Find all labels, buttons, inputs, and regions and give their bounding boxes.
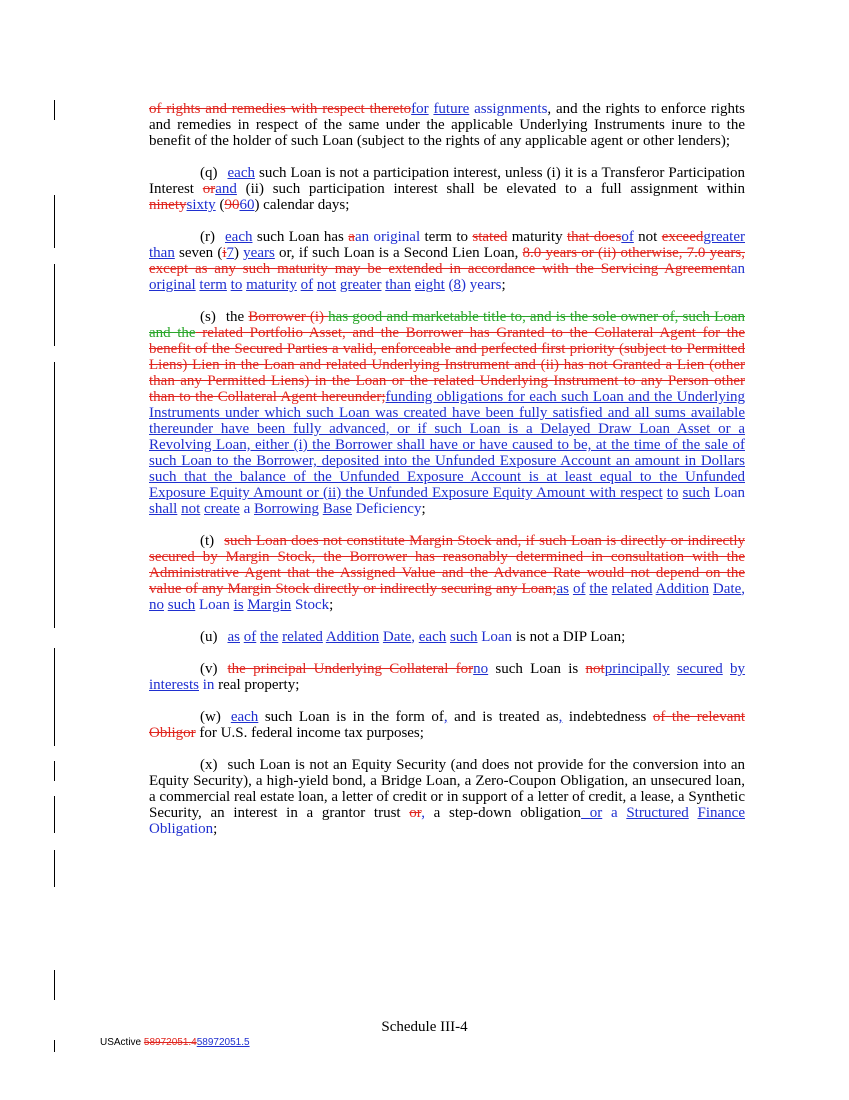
inserted-text-underlined: of bbox=[572, 581, 586, 597]
deleted-text: 8.0 years or (ii) otherwise, 7.0 years, except as any such maturity may be extended in accordance with the Servicing Agreement bbox=[149, 245, 745, 277]
inserted-text-underlined: , bbox=[421, 805, 425, 821]
paragraph-label: (u) bbox=[200, 629, 218, 645]
inserted-text-underlined: related bbox=[282, 629, 323, 645]
deleted-text: such Loan does not constitute Margin Stock and, if such Loan is directly or indirectly secured by Margin Stock, the Borrower has reasonably determined in consultation with the Administrative Agent that the Assigned Value and the Advance Rate would not depend on the value of any Margin Stock directly or indirectly securing any Loan; bbox=[149, 533, 745, 597]
inserted-text-underlined: , bbox=[558, 709, 563, 725]
paragraph-text: seven ( bbox=[174, 245, 223, 261]
deleted-text: or bbox=[202, 181, 216, 197]
inserted-text-underlined: greater bbox=[703, 229, 745, 245]
paragraph-text: ( bbox=[215, 197, 225, 213]
paragraph-text: ) bbox=[234, 245, 244, 261]
document-id-deleted: 58972051.4 bbox=[143, 1037, 197, 1048]
paragraph-text: such Loan has bbox=[252, 229, 349, 245]
inserted-text-underlined: 8 bbox=[453, 277, 462, 293]
paragraph-u bbox=[149, 629, 745, 645]
inserted-text-underlined: for bbox=[411, 101, 429, 117]
paragraph-text: ; bbox=[329, 597, 334, 613]
inserted-text-underlined: Borrowing bbox=[253, 501, 319, 517]
inserted-text-underlined: no bbox=[149, 597, 164, 613]
paragraph-text: not bbox=[633, 229, 662, 245]
paragraph-label: (x) bbox=[200, 757, 218, 773]
inserted-text-underlined: maturity bbox=[246, 277, 297, 293]
inserted-text-underlined: Base bbox=[322, 501, 352, 517]
paragraph-text: and is treated as bbox=[447, 709, 559, 725]
inserted-text-underlined: interests bbox=[149, 677, 199, 693]
paragraph-label: (v) bbox=[200, 661, 218, 677]
inserted-text-underlined: such bbox=[167, 597, 196, 613]
inserted-text-underlined: years bbox=[243, 245, 275, 261]
deleted-text: not bbox=[585, 661, 605, 677]
inserted-text-underlined: as bbox=[227, 629, 240, 645]
deleted-text: of rights and remedies with respect thereto bbox=[149, 101, 412, 117]
inserted-text-underlined: original bbox=[149, 277, 196, 293]
document-id bbox=[100, 1037, 250, 1048]
paragraph-text: a step-down obligation bbox=[424, 805, 582, 821]
inserted-text-underlined: sixty bbox=[186, 197, 216, 213]
change-bar bbox=[54, 648, 55, 746]
deleted-text: 90 bbox=[224, 197, 240, 213]
inserted-text-underlined: funding obligations for each such Loan and the Underlying Instruments under which such Loan was created have been fully satisfied and all sums available thereunder have been fully advanced, or if such Loan is a Delayed Draw Loan Asset or a Revolving Loan, either (i) the Borrower shall have or have caused to be, at the time of the sale of such Loan to the Borrower, deposited into the Unfunded Exposure Account an amount in Dollars such that the balance of the Unfunded Exposure Account is at least equal to the Unfunded Exposure Equity Amount or (ii) the Unfunded Exposure Equity Amount with respect bbox=[149, 389, 745, 501]
change-bar bbox=[54, 100, 55, 120]
inserted-text: Loan bbox=[477, 629, 513, 645]
change-bar bbox=[54, 362, 55, 628]
inserted-text-underlined: and bbox=[215, 181, 237, 197]
deleted-text: the principal Underlying Collateral for bbox=[227, 661, 474, 677]
inserted-text-underlined: term bbox=[199, 277, 227, 293]
paragraph-t bbox=[149, 533, 745, 613]
inserted-text: an bbox=[730, 261, 745, 277]
inserted-text: ( bbox=[444, 277, 454, 293]
inserted-text: assignments bbox=[469, 101, 548, 117]
deleted-text: of the relevant Obligor bbox=[149, 709, 746, 741]
page-footer: Schedule III-4 bbox=[381, 1019, 468, 1035]
inserted-text-underlined: each bbox=[418, 629, 447, 645]
paragraph-text: the bbox=[225, 309, 249, 325]
inserted-text-underlined: of bbox=[300, 277, 314, 293]
inserted-text-underlined: Addition bbox=[655, 581, 709, 597]
inserted-text-underlined: to bbox=[230, 277, 243, 293]
paragraph-q bbox=[149, 165, 745, 213]
paragraph-label: (w) bbox=[200, 709, 221, 725]
paragraph-s bbox=[149, 309, 745, 517]
paragraph-text: ; bbox=[213, 821, 218, 837]
inserted-text-underlined: shall bbox=[149, 501, 178, 517]
inserted-text bbox=[723, 661, 730, 677]
paragraph-label: (q) bbox=[200, 165, 218, 181]
paragraph-text: ; bbox=[421, 501, 426, 517]
paragraph-label: (r) bbox=[200, 229, 215, 245]
change-bar bbox=[54, 1040, 55, 1052]
paragraph-text: real property; bbox=[214, 677, 300, 693]
inserted-text-underlined: the bbox=[589, 581, 608, 597]
inserted-text-underlined: each bbox=[225, 229, 253, 245]
inserted-text: a bbox=[602, 805, 627, 821]
inserted-text-underlined: as bbox=[556, 581, 569, 597]
document-id-prefix: USActive bbox=[100, 1037, 144, 1048]
inserted-text: Stock bbox=[291, 597, 330, 613]
inserted-text-underlined: not bbox=[181, 501, 201, 517]
paragraph-v bbox=[149, 661, 745, 693]
paragraph-text: term to bbox=[420, 229, 473, 245]
inserted-text-underlined: no bbox=[473, 661, 489, 677]
inserted-text-underlined: each bbox=[227, 165, 255, 181]
inserted-text: Loan bbox=[195, 597, 234, 613]
inserted-text-underlined: than bbox=[149, 245, 175, 261]
inserted-text-underlined: 7 bbox=[226, 245, 234, 261]
inserted-text-underlined: , bbox=[443, 709, 448, 725]
inserted-text: , bbox=[411, 629, 419, 645]
inserted-text-underlined: Margin bbox=[247, 597, 292, 613]
inserted-text-underlined: principally bbox=[604, 661, 670, 677]
change-bar bbox=[54, 970, 55, 1000]
paragraph-label: (s) bbox=[200, 309, 216, 325]
paragraph-text: such Loan is not an Equity Security (and does not provide for the conversion into an Equity Security), a high-yield bond, a Bridge Loan, a Zero-Coupon Obligation, an unsecured loan, a commercial real estate loan, a letter of credit or in support of a letter of credit, a lease, a Synthetic Security, an interest in a grantor trust bbox=[149, 757, 745, 821]
change-bar bbox=[54, 761, 55, 781]
paragraph-text: maturity bbox=[507, 229, 567, 245]
paragraph-text: , and the rights to enforce rights and remedies in respect of the same under the applicable Underlying Instruments inure to the benefit of the holder of such Loan (subject to the rights of any applicable agent or other lenders); bbox=[149, 101, 745, 149]
change-bar bbox=[54, 796, 55, 833]
paragraph-text: such Loan is not a participation interest, unless (i) it is a Transferor Participation Interest bbox=[149, 165, 745, 197]
inserted-text-underlined: is bbox=[233, 597, 244, 613]
paragraph-text: indebtedness bbox=[562, 709, 653, 725]
deleted-text: stated bbox=[472, 229, 508, 245]
inserted-text-underlined: secured bbox=[676, 661, 723, 677]
paragraph-x bbox=[149, 757, 745, 837]
inserted-text-underlined: Date bbox=[712, 581, 742, 597]
inserted-text-underlined: Date bbox=[382, 629, 412, 645]
inserted-text-underlined: such bbox=[449, 629, 478, 645]
inserted-text: Loan bbox=[710, 485, 745, 501]
inserted-text: an original bbox=[354, 229, 421, 245]
inserted-text-underlined: Addition bbox=[325, 629, 380, 645]
inserted-text-underlined: of bbox=[243, 629, 257, 645]
paragraph-text: such Loan is bbox=[488, 661, 586, 677]
deleted-text: related Portfolio Asset, and the Borrower has Granted to the Collateral Agent for the benefit of the Secured Parties a valid, enforceable and perfected first priority (subject to Permitted Liens) Lien in the Loan and related Underlying Instrument and (ii) has not Granted a Lien (other than any Permitted Liens) in the Loan or the related Underlying Instrument to any Person other than to the Collateral Agent hereunder; bbox=[149, 325, 745, 405]
deleted-text: that does bbox=[566, 229, 622, 245]
inserted-text-underlined: greater bbox=[339, 277, 382, 293]
inserted-text: Obligation bbox=[149, 821, 214, 837]
paragraph-text: ; bbox=[501, 277, 506, 293]
deleted-text: Borrower (i) bbox=[248, 309, 329, 325]
inserted-text: , bbox=[741, 581, 745, 597]
inserted-text-underlined: each bbox=[230, 709, 259, 725]
inserted-text-underlined: such bbox=[682, 485, 711, 501]
inserted-text-underlined: related bbox=[611, 581, 653, 597]
inserted-text-underlined: by bbox=[730, 661, 746, 677]
deleted-text: ninety bbox=[149, 197, 187, 213]
inserted-text-underlined: eight bbox=[414, 277, 445, 293]
inserted-text-underlined: or bbox=[581, 805, 603, 821]
inserted-text-underlined: to bbox=[666, 485, 679, 501]
inserted-text: ) years bbox=[461, 277, 502, 293]
inserted-text-underlined: create bbox=[204, 501, 240, 517]
paragraph-text: or, if such Loan is a Second Lien Loan, bbox=[274, 245, 523, 261]
paragraph-text: (ii) such participation interest shall be elevated to a full assignment within bbox=[236, 181, 745, 197]
inserted-text-underlined: 60 bbox=[239, 197, 255, 213]
inserted-text bbox=[689, 805, 698, 821]
deleted-text: a bbox=[348, 229, 355, 245]
change-bar bbox=[54, 195, 55, 248]
inserted-text: a bbox=[239, 501, 254, 517]
inserted-text-underlined: future bbox=[433, 101, 470, 117]
change-bar bbox=[54, 264, 55, 346]
inserted-text: Deficiency bbox=[351, 501, 422, 517]
paragraph-text: such Loan is in the form of bbox=[258, 709, 444, 725]
deleted-text: i bbox=[222, 245, 227, 261]
deleted-text: or bbox=[409, 805, 422, 821]
inserted-text-underlined: than bbox=[385, 277, 412, 293]
paragraph-text: ) calendar days; bbox=[254, 197, 350, 213]
inserted-text: in bbox=[199, 677, 215, 693]
inserted-text-underlined: of bbox=[621, 229, 634, 245]
deleted-text: exceed bbox=[661, 229, 704, 245]
inserted-text-underlined: the bbox=[260, 629, 279, 645]
paragraph-label: (t) bbox=[200, 533, 215, 549]
document-id-inserted: 58972051.5 bbox=[196, 1037, 250, 1048]
paragraph-text: is not a DIP Loan; bbox=[512, 629, 626, 645]
inserted-text bbox=[670, 661, 677, 677]
change-bar bbox=[54, 850, 55, 887]
paragraph-continued bbox=[149, 101, 745, 149]
inserted-text-underlined: Structured bbox=[626, 805, 689, 821]
inserted-text-underlined: not bbox=[316, 277, 337, 293]
inserted-text-underlined: Finance bbox=[697, 805, 745, 821]
document-body bbox=[149, 101, 745, 853]
paragraph-w bbox=[149, 709, 745, 741]
deleted-text-moved: has good and marketable title to, and is the sole owner of, such Loan and the bbox=[149, 309, 745, 341]
paragraph-r bbox=[149, 229, 745, 293]
paragraph-text: for U.S. federal income tax purposes; bbox=[195, 725, 424, 741]
